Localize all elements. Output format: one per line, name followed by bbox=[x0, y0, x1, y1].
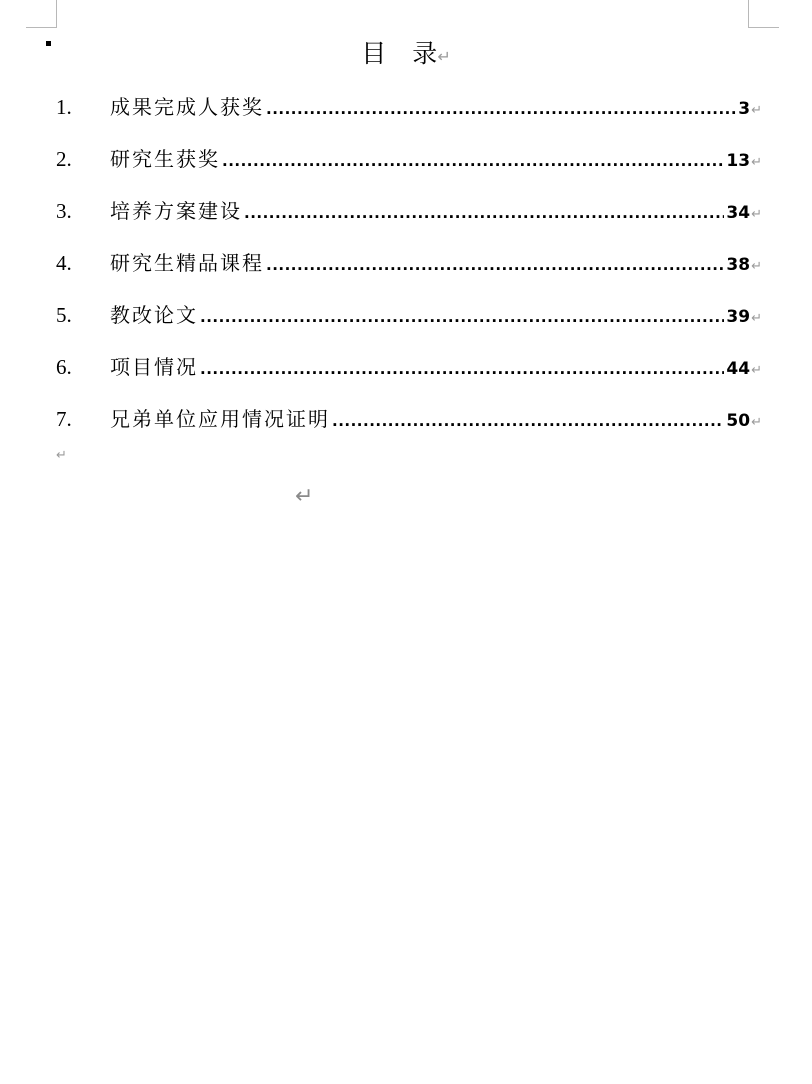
paragraph-mark-icon: ↵ bbox=[751, 103, 762, 118]
paragraph-mark-icon: ↵ bbox=[437, 47, 451, 66]
toc-dot-leader bbox=[200, 302, 724, 332]
toc-entry-page: 44 bbox=[726, 359, 751, 379]
toc-entry-page: 13 bbox=[726, 151, 751, 171]
toc-entry-number: 1. bbox=[56, 95, 72, 119]
paragraph-mark-icon: ↵ bbox=[751, 207, 762, 222]
toc-entry-number: 3. bbox=[56, 199, 72, 223]
toc-entry-title: 教改论文 bbox=[110, 303, 198, 327]
toc-entry-title: 研究生获奖 bbox=[110, 147, 220, 171]
toc-dot-leader bbox=[266, 94, 736, 124]
toc-entry[interactable] bbox=[56, 300, 762, 352]
toc-entry-title: 项目情况 bbox=[110, 355, 198, 379]
toc-entry-page: 34 bbox=[726, 203, 751, 223]
toc-entry-page: 39 bbox=[726, 307, 751, 327]
empty-paragraph-mark-icon[interactable]: ↵ bbox=[56, 448, 67, 463]
paragraph-mark-icon: ↵ bbox=[751, 259, 762, 274]
margin-corner-mark-top-left bbox=[26, 0, 57, 28]
toc-dot-leader bbox=[244, 198, 724, 228]
toc-entry[interactable] bbox=[56, 404, 762, 456]
toc-entry-title: 培养方案建设 bbox=[110, 199, 242, 223]
paragraph-mark-icon: ↵ bbox=[751, 363, 762, 378]
toc-dot-leader bbox=[266, 250, 724, 280]
toc-entry-number: 2. bbox=[56, 147, 72, 171]
toc-dot-leader bbox=[332, 406, 724, 436]
toc-entry-number: 4. bbox=[56, 251, 72, 275]
toc-entry[interactable] bbox=[56, 196, 762, 248]
line-return-icon[interactable]: ↵ bbox=[295, 484, 314, 509]
toc-entry[interactable] bbox=[56, 248, 762, 300]
paragraph-mark-icon: ↵ bbox=[751, 311, 762, 326]
table-of-contents bbox=[56, 92, 762, 456]
margin-corner-mark-top-right bbox=[748, 0, 779, 28]
toc-entry[interactable] bbox=[56, 352, 762, 404]
toc-entry-title: 兄弟单位应用情况证明 bbox=[110, 407, 330, 431]
toc-entry-page: 38 bbox=[726, 255, 751, 275]
toc-entry-number: 5. bbox=[56, 303, 72, 327]
toc-dot-leader bbox=[222, 146, 724, 176]
toc-entry-number: 6. bbox=[56, 355, 72, 379]
toc-entry-title: 研究生精品课程 bbox=[110, 251, 264, 275]
toc-entry-title: 成果完成人获奖 bbox=[110, 95, 264, 119]
paragraph-mark-icon: ↵ bbox=[751, 415, 762, 430]
toc-entry[interactable] bbox=[56, 92, 762, 144]
toc-heading[interactable] bbox=[0, 38, 812, 73]
toc-heading-part-2: 录 bbox=[412, 39, 438, 68]
toc-dot-leader bbox=[200, 354, 724, 384]
paragraph-mark-icon: ↵ bbox=[751, 155, 762, 170]
toc-entry-number: 7. bbox=[56, 407, 72, 431]
toc-entry-page: 3 bbox=[738, 99, 751, 119]
toc-entry-page: 50 bbox=[726, 411, 751, 431]
toc-heading-part-1: 目 bbox=[361, 39, 387, 68]
toc-entry[interactable] bbox=[56, 144, 762, 196]
